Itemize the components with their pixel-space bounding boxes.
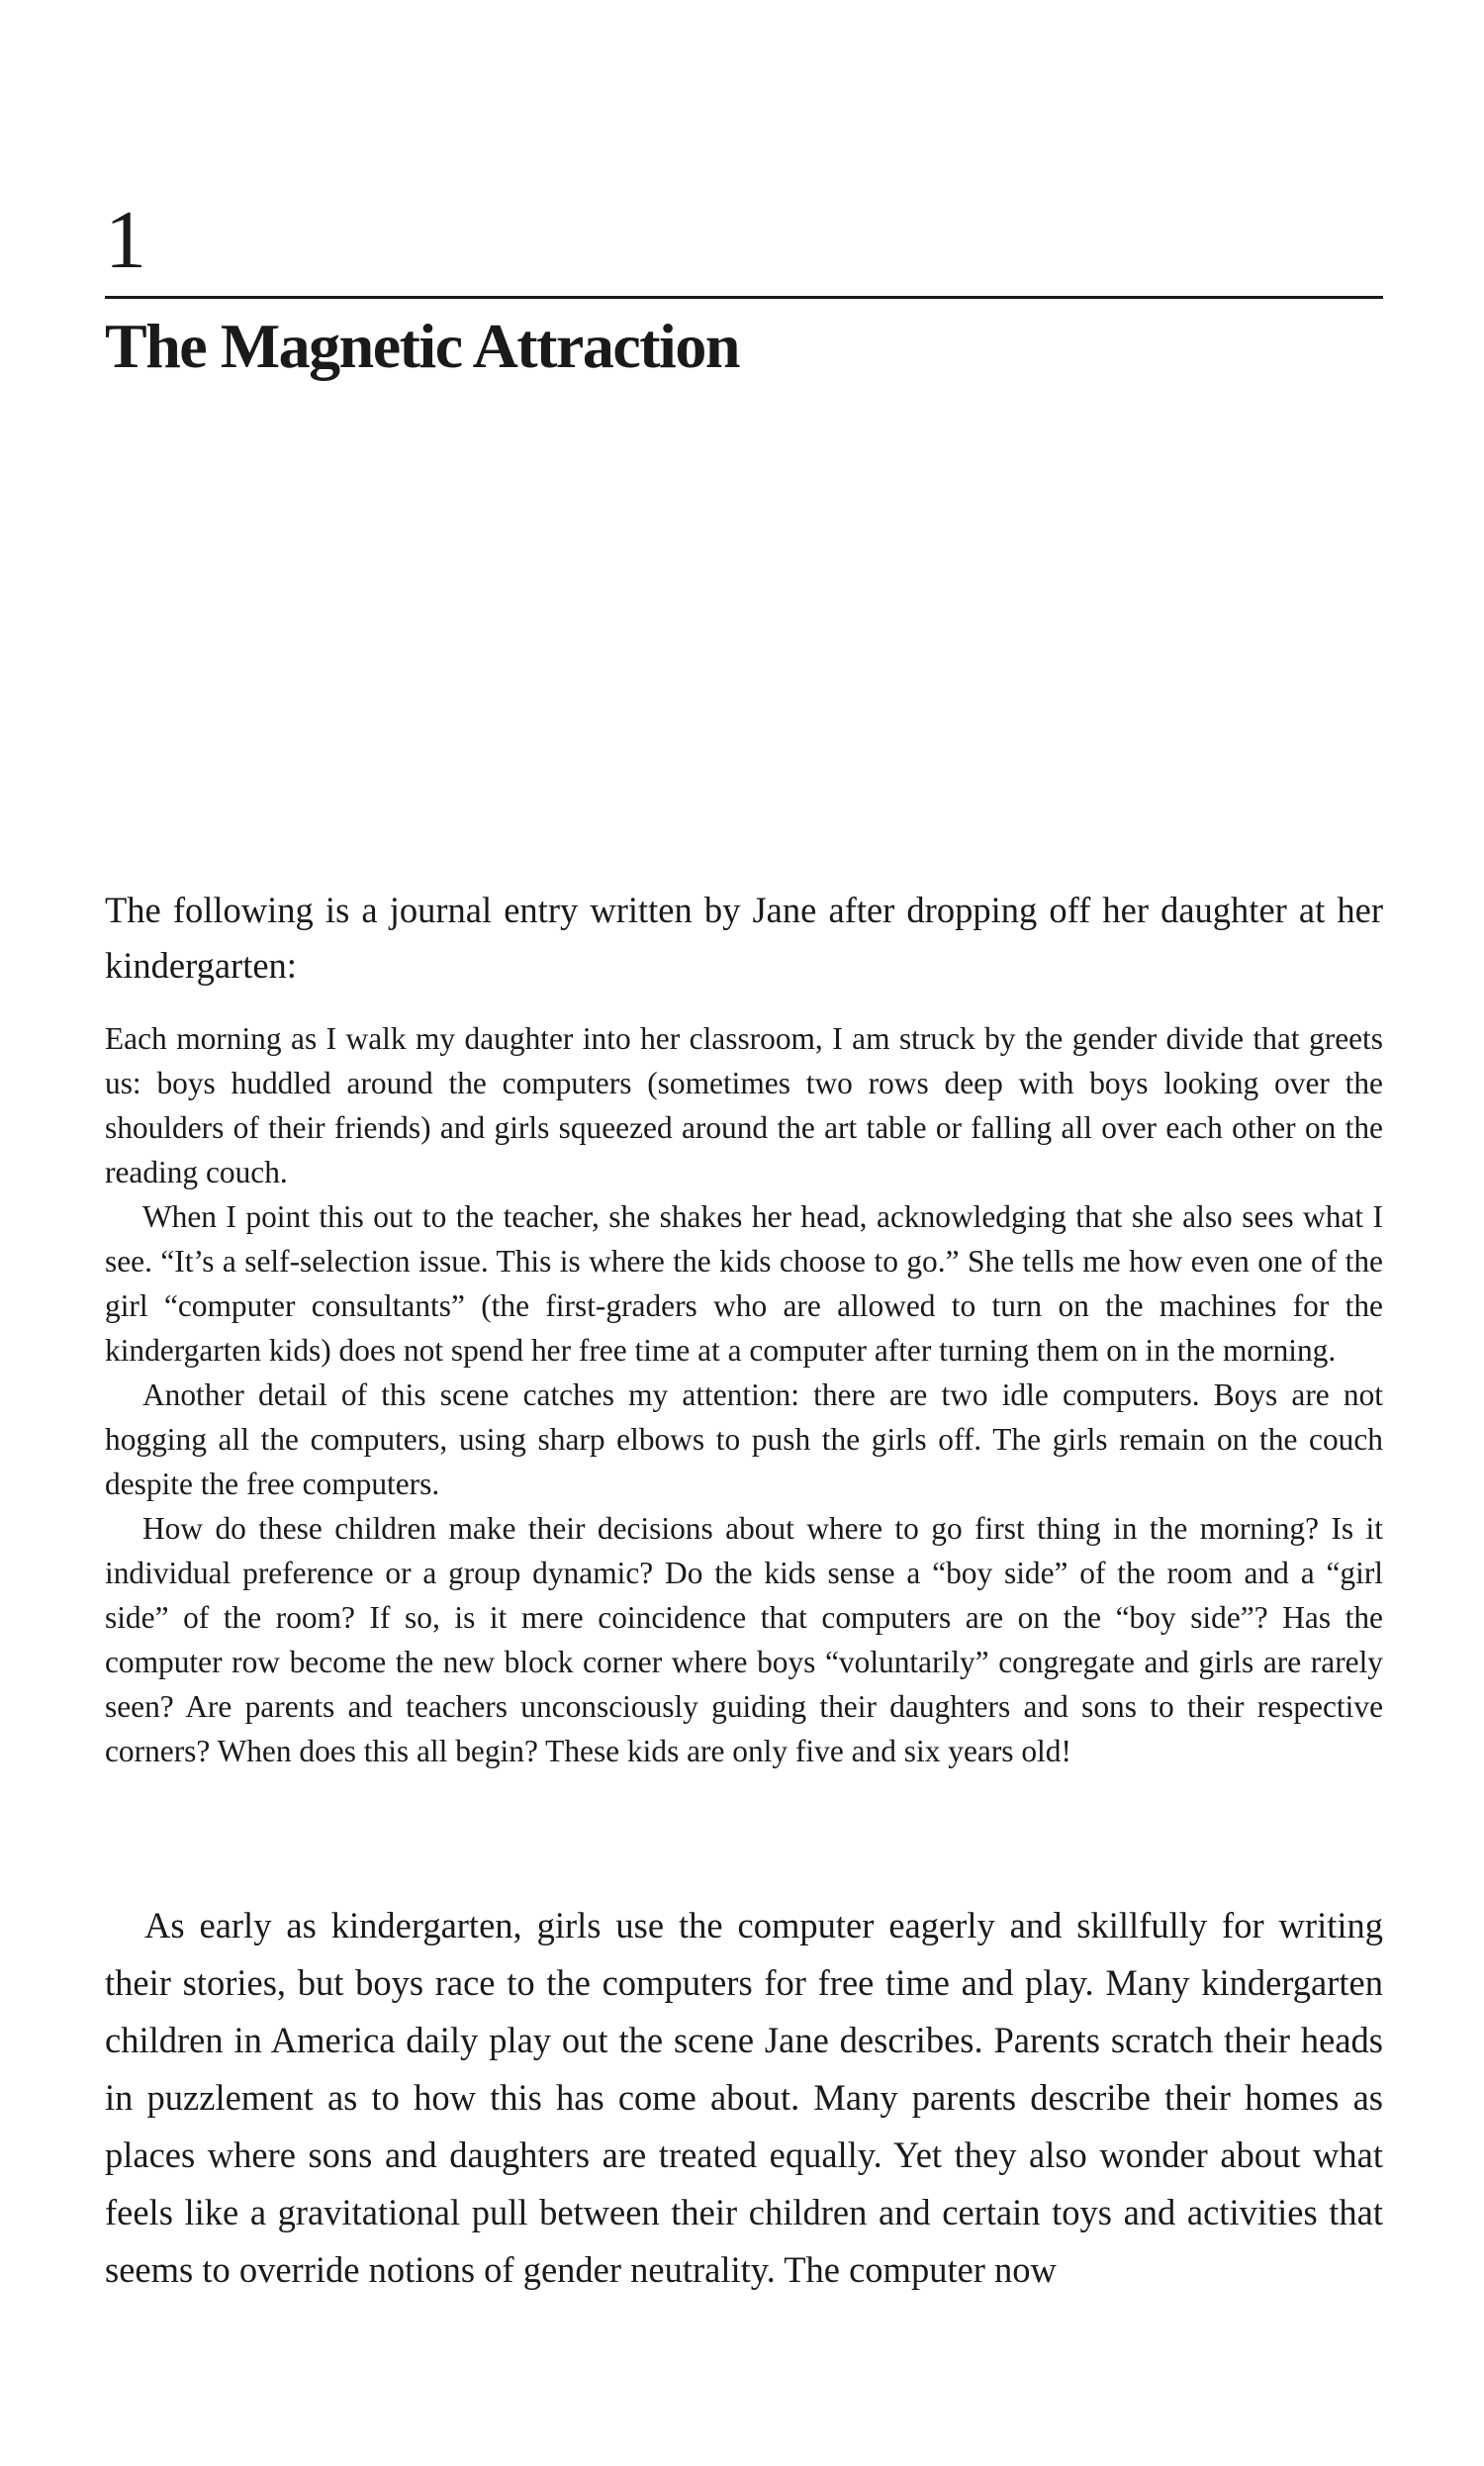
journal-paragraph: When I point this out to the teacher, she shakes her head, acknowledging that she also sees what I see. “It’s a self-selection issue. This is where the kids choose to go.” She tells me how even one of the girl “computer consultants” (the first-graders who are allowed to turn on the machines for the kindergarten kids) does not spend her free time at a computer after turning them on in the morning. [105, 1199, 1383, 1368]
journal-entry [105, 1016, 1383, 1773]
intro-paragraph: The following is a journal entry written by Jane after dropping off her daughter at her kindergarten: [105, 890, 1383, 986]
journal-paragraph: Another detail of this scene catches my attention: there are two idle computers. Boys are not hogging all the computers, using sharp elbows to push the girls off. The girls remain on the couch despite the free computers. [105, 1377, 1383, 1501]
body-paragraph: As early as kindergarten, girls use the computer eagerly and skillfully for writing their stories, but boys race to the computers for free time and play. Many kindergarten children in America daily play out the scene Jane describes. Parents scratch their heads in puzzlement as to how this has come about. Many parents describe their homes as places where sons and daughters are treated equally. Yet they also wonder about what feels like a gravitational pull between their children and certain toys and activities that seems to override notions of gender neutrality. The computer now [105, 1905, 1383, 2290]
chapter-rule [105, 296, 1383, 299]
chapter-number: 1 [105, 194, 146, 286]
journal-paragraph: How do these children make their decisions about where to go first thing in the morning? Is it individual preference or a group dynamic? Do the kids sense a “boy side” of the room and a “girl side” of the room? If so, is it mere coincidence that computers are on the “boy side”? Has the computer row become the new block corner where boys “voluntarily” congregate and girls are rarely seen? Are parents and teachers unconsciously guiding their daughters and sons to their respective corners? When does this all begin? These kids are only five and six years old! [105, 1511, 1383, 1768]
chapter-title: The Magnetic Attraction [105, 311, 739, 381]
journal-paragraph: Each morning as I walk my daughter into her classroom, I am struck by the gender divide that greets us: boys huddled around the computers (sometimes two rows deep with boys looking over the shoulders of their friends) and girls squeezed around the art table or falling all over each other on the reading couch. [105, 1021, 1383, 1189]
